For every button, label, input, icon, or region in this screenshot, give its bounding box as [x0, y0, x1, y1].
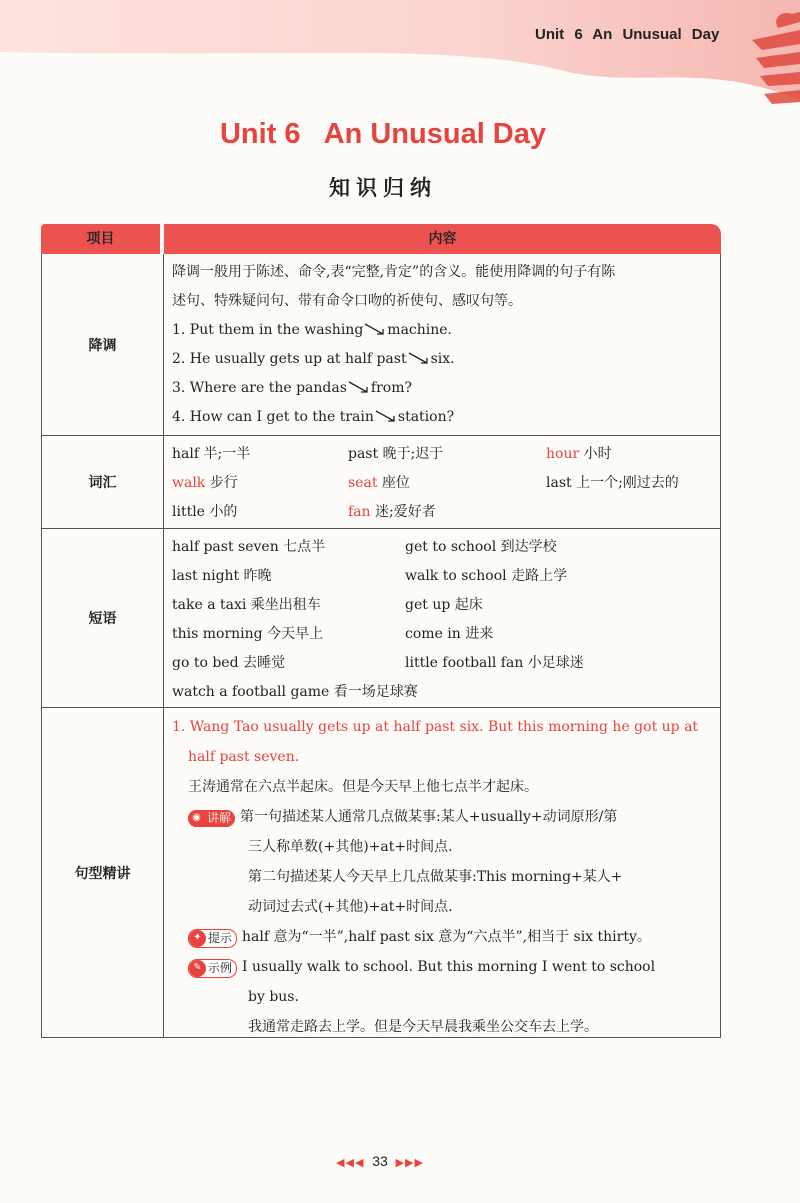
vocab-word: last: [546, 475, 572, 491]
row-content-intonation: [164, 254, 720, 435]
vocab-item: [348, 469, 546, 498]
vocab-meaning: 迷;爱好者: [375, 504, 436, 520]
falling-tone-arrow-icon: [374, 409, 398, 423]
tip-tag: 提示: [208, 931, 233, 945]
table-row: [42, 254, 720, 435]
vocab-meaning: 小时: [583, 446, 612, 462]
row-label-sentences: 句型精讲: [42, 708, 164, 1037]
row-content-vocab: [164, 436, 720, 528]
vocab-grid: [172, 440, 712, 527]
vocab-item: [172, 469, 348, 498]
row-label-intonation: 降调: [42, 254, 164, 435]
pencil-icon: ✎: [189, 960, 206, 977]
phrase-item: get up 起床: [405, 597, 483, 613]
row-content-phrases: [164, 529, 720, 707]
vocab-meaning: 上一个;刚过去的: [576, 475, 679, 491]
phrase-item: half past seven 七点半: [172, 539, 326, 555]
phrase-item: little football fan 小足球迷: [405, 655, 584, 671]
vocab-word-highlight: fan: [348, 504, 371, 520]
example-text: I usually walk to school. But this morning I went to school: [242, 959, 656, 975]
lightbulb-icon: ✦: [189, 930, 206, 947]
intonation-intro-line: 降调一般用于陈述、命令,表“完整,肯定”的含义。能使用降调的句子有陈: [172, 264, 616, 280]
vocab-meaning: 座位: [381, 475, 410, 491]
page-title: Unit 6 An Unusual Day: [219, 118, 547, 150]
vocab-item: [348, 440, 546, 469]
example-block: [172, 952, 712, 982]
vocab-meaning: 半;一半: [203, 446, 251, 462]
vocab-meaning: 晚于;迟于: [382, 446, 444, 462]
vocab-word: past: [348, 446, 379, 462]
header-cell-content: 内容: [164, 224, 721, 254]
example-text: by bus.: [248, 989, 299, 1005]
example-text: station?: [397, 409, 455, 425]
row-content-sentences: [164, 708, 720, 1037]
vocab-meaning: 步行: [209, 475, 238, 491]
table-row: [42, 707, 720, 1037]
key-sentence-translation: 王涛通常在六点半起床。但是今天早上他七点半才起床。: [188, 779, 538, 795]
running-head: Unit 6 An Unusual Day: [535, 26, 720, 43]
tip-block: [172, 922, 712, 952]
phrase-item: get to school 到达学校: [405, 539, 557, 555]
knowledge-table: [41, 224, 721, 1038]
intonation-intro-line: 述句、特殊疑问句、带有命令口吻的祈使句、感叹句等。: [172, 293, 522, 309]
key-sentence: half past seven.: [188, 749, 300, 765]
explain-block: [172, 802, 712, 832]
section-title: 知识归纳: [329, 176, 437, 200]
page-footer: [0, 1153, 760, 1169]
explain-text: 三人称单数(+其他)+at+时间点.: [248, 839, 453, 855]
example-text: six.: [430, 351, 455, 367]
phrase-item: walk to school 走路上学: [405, 568, 568, 584]
table-row: [42, 435, 720, 528]
falling-tone-arrow-icon: [347, 380, 371, 394]
explain-text: 动词过去式(+其他)+at+时间点.: [248, 899, 453, 915]
intonation-example: [172, 345, 712, 374]
vocab-word: little: [172, 504, 205, 520]
vocab-word-highlight: walk: [172, 475, 206, 491]
example-text: 2. He usually gets up at half past: [172, 351, 407, 367]
vocab-word-highlight: hour: [546, 446, 580, 462]
key-sentence: 1. Wang Tao usually gets up at half past six. But this morning he got up at: [172, 719, 699, 735]
row-label-vocab: 词汇: [42, 436, 164, 528]
phrase-grid: [172, 533, 712, 707]
table-header: [41, 224, 721, 254]
example-text: from?: [370, 380, 412, 396]
vocab-item: [348, 498, 546, 527]
table-row: [42, 528, 720, 707]
example-text: 1. Put them in the washing: [172, 322, 364, 338]
example-text: machine.: [387, 322, 453, 338]
vocab-word-highlight: seat: [348, 475, 378, 491]
example-badge: [188, 959, 237, 978]
phrase-item: this morning 今天早上: [172, 626, 324, 642]
intonation-example: [172, 316, 712, 345]
explain-badge: [188, 810, 235, 827]
tip-text: half 意为“一半”,half past six 意为“六点半”,相当于 six thirty。: [242, 929, 651, 945]
falling-tone-arrow-icon: [407, 351, 431, 365]
header-decoration: [0, 0, 800, 110]
example-text: 3. Where are the pandas: [172, 380, 347, 396]
phrase-item: last night 昨晚: [172, 568, 272, 584]
intonation-example: [172, 374, 712, 403]
page-number: 33: [372, 1153, 388, 1169]
speaker-icon: ◉: [188, 810, 205, 827]
explain-tag: 讲解: [207, 811, 232, 825]
prev-arrows-icon: ◀◀◀: [336, 1157, 365, 1169]
phrase-item: watch a football game 看一场足球赛: [172, 684, 418, 700]
next-arrows-icon: ▶▶▶: [395, 1157, 424, 1169]
phrase-item: take a taxi 乘坐出租车: [172, 597, 321, 613]
vocab-meaning: 小的: [209, 504, 238, 520]
falling-tone-arrow-icon: [363, 322, 387, 336]
row-label-phrases: 短语: [42, 529, 164, 707]
vocab-item: [546, 469, 712, 498]
example-translation: 我通常走路去上学。但是今天早晨我乘坐公交车去上学。: [248, 1019, 598, 1035]
vocab-word: half: [172, 446, 200, 462]
intonation-example: [172, 403, 712, 432]
vocab-item: [172, 440, 348, 469]
vocab-item: [172, 498, 348, 527]
phrase-item: go to bed 去睡觉: [172, 655, 286, 671]
header-cell-item: 项目: [41, 224, 160, 254]
explain-text: 第二句描述某人今天早上几点做某事:This morning+某人+: [248, 869, 623, 885]
example-text: 4. How can I get to the train: [172, 409, 374, 425]
tip-badge: [188, 929, 237, 948]
example-tag: 示例: [208, 961, 233, 975]
phrase-item: come in 进来: [405, 626, 494, 642]
vocab-item: [546, 440, 712, 469]
explain-text: 第一句描述某人通常几点做某事:某人+usually+动词原形/第: [240, 809, 618, 825]
